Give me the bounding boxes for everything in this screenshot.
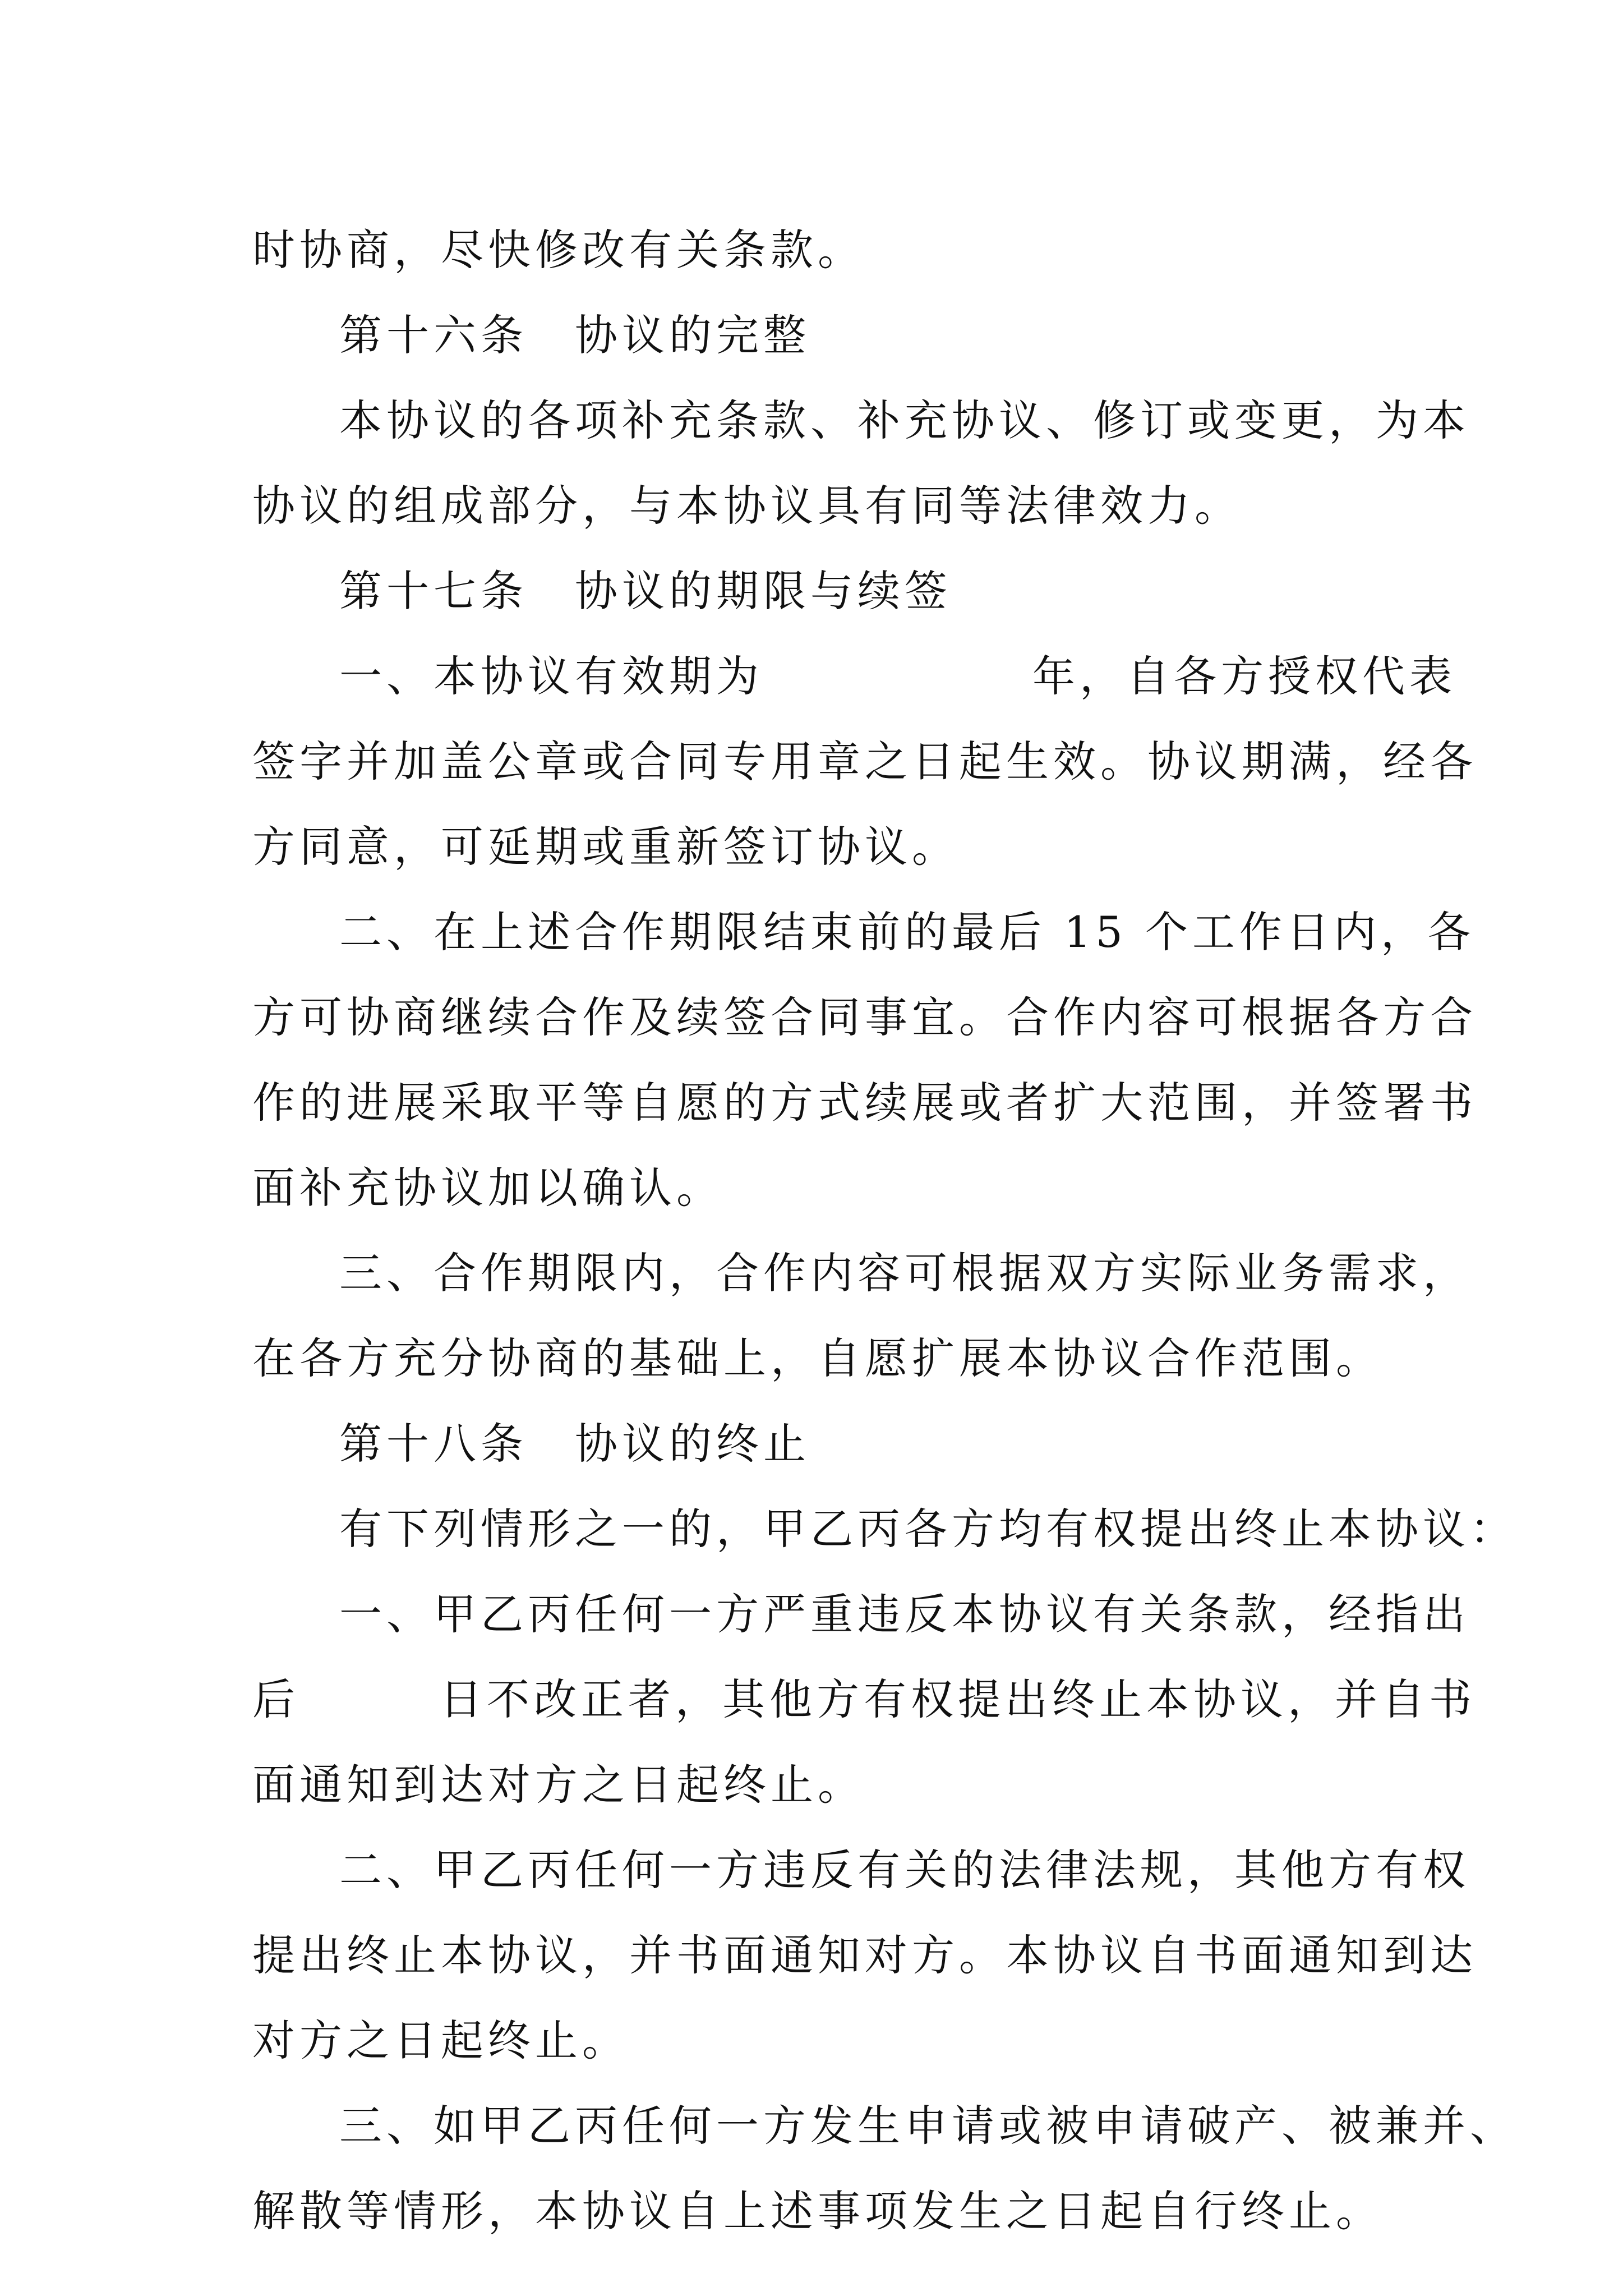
paragraph-line: 协议的组成部分，与本协议具有同等法律效力。 — [252, 481, 1242, 531]
paragraph-line: 对方之日起终止。 — [252, 2016, 629, 2065]
paragraph-line: 面补充协议加以确认。 — [252, 1163, 723, 1213]
paragraph-line: 三、合作期限内，合作内容可根据双方实际业务需求， — [339, 1248, 1470, 1298]
term-text-before-blank: 一、本协议有效期为 — [339, 651, 763, 701]
paragraph-line: 二、在上述合作期限结束前的最后 15 个工作日内，各 — [339, 907, 1476, 957]
paragraph-line: 提出终止本协议，并书面通知对方。本协议自书面通知到达 — [252, 1930, 1477, 1980]
article-16-heading: 第十六条 协议的完整 — [339, 310, 810, 360]
paragraph-line: 方同意，可延期或重新签订协议。 — [252, 822, 959, 872]
paragraph-line: 本协议的各项补充条款、补充协议、修订或变更，为本 — [339, 395, 1470, 445]
paragraph-line: 二、甲乙丙任何一方违反有关的法律法规，其他方有权 — [339, 1845, 1470, 1895]
paragraph-line: 方可协商继续合作及续签合同事宜。合作内容可根据各方合 — [252, 992, 1477, 1042]
paragraph-line: 面通知到达对方之日起终止。 — [252, 1760, 865, 1810]
days-text-after-blank: 日不改正者，其他方有权提出终止本协议，并自书 — [440, 1674, 1476, 1724]
paragraph-line: 一、甲乙丙任何一方严重违反本协议有关条款，经指出 — [339, 1589, 1470, 1639]
paragraph-line: 解散等情形，本协议自上述事项发生之日起自行终止。 — [252, 2186, 1383, 2236]
paragraph-line: 在各方充分协商的基础上，自愿扩展本协议合作范围。 — [252, 1333, 1383, 1383]
document-body — [252, 208, 1517, 2254]
paragraph-line: 时协商，尽快修改有关条款。 — [252, 225, 865, 275]
paragraph-line-with-blank — [252, 1657, 1476, 1742]
paragraph-line-with-blank — [252, 634, 1456, 719]
paragraph-line: 作的进展采取平等自愿的方式续展或者扩大范围，并签署书 — [252, 1078, 1477, 1128]
paragraph-line: 三、如甲乙丙任何一方发生申请或被申请破产、被兼并、 — [339, 2101, 1517, 2151]
paragraph-line: 签字并加盖公章或合同专用章之日起生效。协议期满，经各 — [252, 737, 1477, 786]
article-17-heading: 第十七条 协议的期限与续签 — [339, 566, 952, 616]
paragraph-line: 有下列情形之一的，甲乙丙各方均有权提出终止本协议： — [339, 1504, 1517, 1554]
days-text-before-blank: 后 — [252, 1674, 299, 1724]
article-18-heading: 第十八条 协议的终止 — [339, 1419, 810, 1469]
term-text-after-blank: 年，自各方授权代表 — [1032, 651, 1456, 701]
